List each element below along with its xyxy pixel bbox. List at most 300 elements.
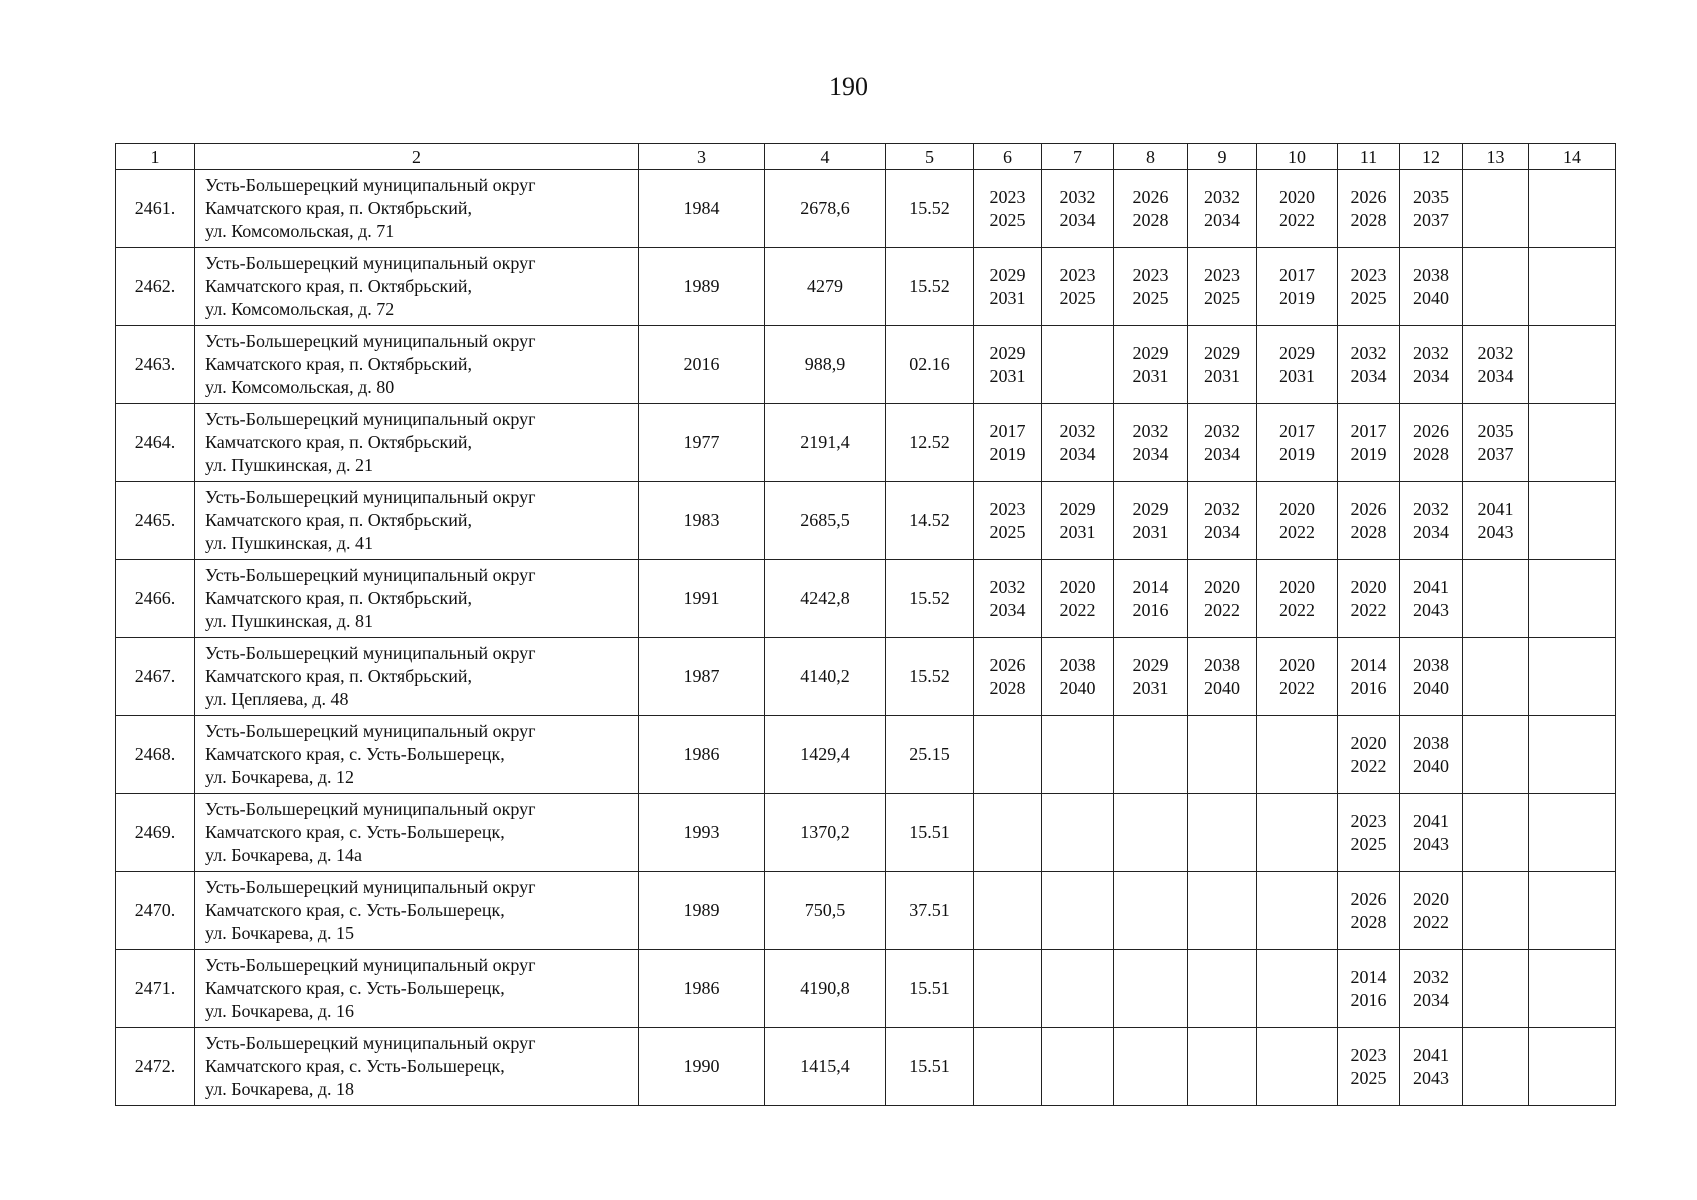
period-year: 2032 bbox=[1413, 342, 1449, 363]
period-cell bbox=[1042, 794, 1114, 872]
row-number-cell: 2465. bbox=[116, 482, 195, 560]
address-line: Камчатского края, п. Октябрьский, bbox=[205, 198, 472, 218]
address-line: Усть-Большерецкий муниципальный округ bbox=[205, 799, 536, 819]
period-cell bbox=[1042, 326, 1114, 404]
period-year: 2020 bbox=[1204, 576, 1240, 597]
period-cell bbox=[1463, 326, 1529, 404]
period-year: 2025 bbox=[1350, 1067, 1387, 1088]
period-year: 2041 bbox=[1413, 810, 1449, 831]
period-year: 2031 bbox=[1132, 365, 1169, 386]
column-header: 2 bbox=[195, 144, 639, 170]
period-year: 2023 bbox=[1132, 264, 1169, 285]
code-cell: 15.52 bbox=[886, 170, 974, 248]
period-year: 2022 bbox=[1279, 677, 1315, 698]
period-year: 2025 bbox=[989, 521, 1026, 542]
address-line: Усть-Большерецкий муниципальный округ bbox=[205, 721, 536, 741]
address-cell bbox=[195, 638, 639, 716]
year-built-cell: 1986 bbox=[639, 950, 765, 1028]
row-number-cell: 2462. bbox=[116, 248, 195, 326]
period-cell bbox=[1463, 716, 1529, 794]
period-cell bbox=[1188, 638, 1257, 716]
period-cell bbox=[1529, 326, 1616, 404]
address-cell bbox=[195, 560, 639, 638]
period-cell bbox=[1114, 404, 1188, 482]
period-year: 2031 bbox=[989, 365, 1026, 386]
period-year: 2040 bbox=[1413, 677, 1449, 698]
period-year: 2032 bbox=[1350, 342, 1387, 363]
address-line: Усть-Большерецкий муниципальный округ bbox=[205, 409, 536, 429]
year-built-cell: 1986 bbox=[639, 716, 765, 794]
period-year: 2034 bbox=[1204, 443, 1240, 464]
period-cell bbox=[1400, 482, 1463, 560]
period-cell bbox=[1257, 404, 1338, 482]
area-cell: 4140,2 bbox=[765, 638, 886, 716]
period-cell bbox=[1400, 716, 1463, 794]
period-cell bbox=[1188, 1028, 1257, 1106]
column-header: 11 bbox=[1338, 144, 1400, 170]
period-cell bbox=[1257, 170, 1338, 248]
table-row bbox=[116, 170, 1616, 248]
code-cell: 02.16 bbox=[886, 326, 974, 404]
period-year: 2020 bbox=[1350, 576, 1387, 597]
period-year: 2031 bbox=[1279, 365, 1315, 386]
period-year: 2032 bbox=[1059, 186, 1096, 207]
period-cell bbox=[1188, 950, 1257, 1028]
period-year: 2032 bbox=[1059, 420, 1096, 441]
code-cell: 37.51 bbox=[886, 872, 974, 950]
address-line: Усть-Большерецкий муниципальный округ bbox=[205, 1033, 536, 1053]
period-year: 2025 bbox=[1132, 287, 1169, 308]
period-cell bbox=[1463, 404, 1529, 482]
period-year: 2041 bbox=[1413, 1044, 1449, 1065]
period-cell bbox=[974, 482, 1042, 560]
period-cell bbox=[1529, 482, 1616, 560]
period-cell bbox=[1042, 716, 1114, 794]
table-row bbox=[116, 1028, 1616, 1106]
address-line: ул. Цепляева, д. 48 bbox=[205, 689, 349, 709]
period-cell bbox=[1042, 170, 1114, 248]
year-built-cell: 1991 bbox=[639, 560, 765, 638]
address-line: Камчатского края, п. Октябрьский, bbox=[205, 666, 472, 686]
period-year: 2029 bbox=[1132, 342, 1169, 363]
period-cell bbox=[1463, 248, 1529, 326]
period-year: 2032 bbox=[1413, 966, 1449, 987]
code-cell: 14.52 bbox=[886, 482, 974, 560]
code-cell: 15.51 bbox=[886, 950, 974, 1028]
period-cell bbox=[1463, 794, 1529, 872]
period-year: 2034 bbox=[1204, 209, 1240, 230]
period-cell bbox=[1400, 794, 1463, 872]
period-cell bbox=[1400, 950, 1463, 1028]
address-line: ул. Комсомольская, д. 80 bbox=[205, 377, 395, 397]
period-cell bbox=[1529, 404, 1616, 482]
address-line: Усть-Большерецкий муниципальный округ bbox=[205, 643, 536, 663]
period-year: 2014 bbox=[1132, 576, 1169, 597]
period-cell bbox=[974, 170, 1042, 248]
address-line: Камчатского края, с. Усть-Большерецк, bbox=[205, 978, 505, 998]
address-line: ул. Пушкинская, д. 41 bbox=[205, 533, 373, 553]
address-cell bbox=[195, 950, 639, 1028]
period-year: 2043 bbox=[1413, 833, 1449, 854]
address-line: Усть-Большерецкий муниципальный округ bbox=[205, 253, 536, 273]
period-year: 2035 bbox=[1413, 186, 1449, 207]
table-row bbox=[116, 482, 1616, 560]
area-cell: 4190,8 bbox=[765, 950, 886, 1028]
period-cell bbox=[1188, 404, 1257, 482]
row-number-cell: 2466. bbox=[116, 560, 195, 638]
area-cell: 1370,2 bbox=[765, 794, 886, 872]
column-header: 12 bbox=[1400, 144, 1463, 170]
year-built-cell: 1990 bbox=[639, 1028, 765, 1106]
address-line: ул. Бочкарева, д. 14а bbox=[205, 845, 362, 865]
row-number-cell: 2468. bbox=[116, 716, 195, 794]
period-cell bbox=[1338, 170, 1400, 248]
period-cell bbox=[1257, 482, 1338, 560]
period-year: 2038 bbox=[1059, 654, 1096, 675]
period-cell bbox=[1114, 950, 1188, 1028]
period-year: 2026 bbox=[1350, 186, 1387, 207]
code-cell: 15.51 bbox=[886, 794, 974, 872]
address-line: Камчатского края, п. Октябрьский, bbox=[205, 276, 472, 296]
period-year: 2040 bbox=[1204, 677, 1240, 698]
address-line: ул. Бочкарева, д. 16 bbox=[205, 1001, 354, 1021]
period-year: 2038 bbox=[1413, 264, 1449, 285]
address-line: ул. Комсомольская, д. 71 bbox=[205, 221, 395, 241]
period-cell bbox=[1529, 560, 1616, 638]
period-year: 2017 bbox=[1279, 420, 1315, 441]
page-number: 190 bbox=[829, 72, 868, 101]
period-year: 2035 bbox=[1477, 420, 1514, 441]
address-line: ул. Комсомольская, д. 72 bbox=[205, 299, 395, 319]
address-cell bbox=[195, 170, 639, 248]
address-cell bbox=[195, 482, 639, 560]
period-cell bbox=[1463, 950, 1529, 1028]
period-year: 2016 bbox=[1350, 677, 1387, 698]
address-cell bbox=[195, 872, 639, 950]
period-year: 2022 bbox=[1350, 755, 1387, 776]
table-row bbox=[116, 872, 1616, 950]
code-cell: 15.52 bbox=[886, 248, 974, 326]
period-cell bbox=[974, 560, 1042, 638]
period-year: 2031 bbox=[1132, 521, 1169, 542]
code-cell: 15.52 bbox=[886, 560, 974, 638]
period-year: 2026 bbox=[989, 654, 1026, 675]
period-year: 2041 bbox=[1413, 576, 1449, 597]
address-line: Камчатского края, с. Усть-Большерецк, bbox=[205, 1056, 505, 1076]
period-year: 2029 bbox=[989, 342, 1026, 363]
period-year: 2034 bbox=[1059, 443, 1096, 464]
address-line: ул. Бочкарева, д. 15 bbox=[205, 923, 354, 943]
row-number-cell: 2464. bbox=[116, 404, 195, 482]
period-year: 2031 bbox=[989, 287, 1026, 308]
address-cell bbox=[195, 404, 639, 482]
column-header: 1 bbox=[116, 144, 195, 170]
period-cell bbox=[974, 872, 1042, 950]
period-year: 2040 bbox=[1059, 677, 1096, 698]
period-cell bbox=[1188, 482, 1257, 560]
area-cell: 1415,4 bbox=[765, 1028, 886, 1106]
period-cell bbox=[1463, 638, 1529, 716]
period-year: 2034 bbox=[1413, 521, 1449, 542]
period-cell bbox=[1529, 170, 1616, 248]
period-cell bbox=[1463, 1028, 1529, 1106]
table-row bbox=[116, 326, 1616, 404]
year-built-cell: 1983 bbox=[639, 482, 765, 560]
period-year: 2034 bbox=[1413, 989, 1449, 1010]
column-header: 14 bbox=[1529, 144, 1616, 170]
period-year: 2025 bbox=[1350, 287, 1387, 308]
table-row bbox=[116, 638, 1616, 716]
period-year: 2017 bbox=[1350, 420, 1387, 441]
period-year: 2034 bbox=[1350, 365, 1387, 386]
period-year: 2023 bbox=[1350, 810, 1387, 831]
row-number-cell: 2461. bbox=[116, 170, 195, 248]
period-cell bbox=[1400, 560, 1463, 638]
row-number-cell: 2470. bbox=[116, 872, 195, 950]
row-number-cell: 2472. bbox=[116, 1028, 195, 1106]
period-year: 2020 bbox=[1279, 576, 1315, 597]
period-cell bbox=[1188, 170, 1257, 248]
area-cell: 2685,5 bbox=[765, 482, 886, 560]
period-cell bbox=[1338, 482, 1400, 560]
period-year: 2017 bbox=[1279, 264, 1315, 285]
period-cell bbox=[1338, 872, 1400, 950]
period-cell bbox=[1114, 170, 1188, 248]
address-line: Камчатского края, п. Октябрьский, bbox=[205, 588, 472, 608]
table-row bbox=[116, 716, 1616, 794]
period-cell bbox=[1114, 1028, 1188, 1106]
area-cell: 4242,8 bbox=[765, 560, 886, 638]
address-line: ул. Бочкарева, д. 12 bbox=[205, 767, 354, 787]
address-line: Камчатского края, с. Усть-Большерецк, bbox=[205, 822, 505, 842]
period-cell bbox=[1042, 950, 1114, 1028]
period-cell bbox=[974, 950, 1042, 1028]
period-year: 2029 bbox=[989, 264, 1026, 285]
period-cell bbox=[1529, 638, 1616, 716]
period-cell bbox=[1257, 716, 1338, 794]
row-number-cell: 2463. bbox=[116, 326, 195, 404]
period-year: 2043 bbox=[1413, 1067, 1449, 1088]
period-cell bbox=[974, 326, 1042, 404]
period-year: 2032 bbox=[1413, 498, 1449, 519]
period-year: 2019 bbox=[1350, 443, 1387, 464]
table-row bbox=[116, 404, 1616, 482]
column-header: 13 bbox=[1463, 144, 1529, 170]
period-year: 2014 bbox=[1350, 654, 1387, 675]
column-header: 4 bbox=[765, 144, 886, 170]
period-year: 2022 bbox=[1279, 599, 1315, 620]
period-cell bbox=[1463, 170, 1529, 248]
address-cell bbox=[195, 716, 639, 794]
period-cell bbox=[1042, 560, 1114, 638]
table-row bbox=[116, 794, 1616, 872]
period-year: 2034 bbox=[1204, 521, 1240, 542]
period-cell bbox=[1400, 1028, 1463, 1106]
address-line: Усть-Большерецкий муниципальный округ bbox=[205, 877, 536, 897]
period-year: 2032 bbox=[1132, 420, 1169, 441]
period-cell bbox=[974, 248, 1042, 326]
period-year: 2043 bbox=[1413, 599, 1449, 620]
period-year: 2020 bbox=[1279, 654, 1315, 675]
period-year: 2032 bbox=[1204, 420, 1240, 441]
period-cell bbox=[1257, 248, 1338, 326]
period-cell bbox=[1338, 326, 1400, 404]
period-cell bbox=[1114, 560, 1188, 638]
period-cell bbox=[1338, 794, 1400, 872]
period-cell bbox=[1114, 638, 1188, 716]
period-cell bbox=[1042, 1028, 1114, 1106]
row-number-cell: 2469. bbox=[116, 794, 195, 872]
period-year: 2028 bbox=[1132, 209, 1169, 230]
period-year: 2034 bbox=[1477, 365, 1514, 386]
period-year: 2029 bbox=[1132, 498, 1169, 519]
period-cell bbox=[1042, 482, 1114, 560]
period-year: 2040 bbox=[1413, 287, 1449, 308]
period-cell bbox=[1400, 872, 1463, 950]
code-cell: 12.52 bbox=[886, 404, 974, 482]
period-year: 2016 bbox=[1350, 989, 1387, 1010]
address-line: Камчатского края, с. Усть-Большерецк, bbox=[205, 900, 505, 920]
address-line: Усть-Большерецкий муниципальный округ bbox=[205, 331, 536, 351]
period-cell bbox=[1042, 404, 1114, 482]
period-year: 2032 bbox=[989, 576, 1026, 597]
period-year: 2028 bbox=[1350, 911, 1387, 932]
period-cell bbox=[1188, 872, 1257, 950]
period-cell bbox=[1257, 560, 1338, 638]
period-cell bbox=[1188, 794, 1257, 872]
address-line: ул. Пушкинская, д. 81 bbox=[205, 611, 373, 631]
table-row bbox=[116, 248, 1616, 326]
period-cell bbox=[1463, 872, 1529, 950]
period-cell bbox=[1529, 1028, 1616, 1106]
period-cell bbox=[1114, 248, 1188, 326]
address-line: Камчатского края, п. Октябрьский, bbox=[205, 432, 472, 452]
period-cell bbox=[1338, 950, 1400, 1028]
period-year: 2028 bbox=[1413, 443, 1449, 464]
year-built-cell: 1989 bbox=[639, 872, 765, 950]
period-year: 2026 bbox=[1132, 186, 1169, 207]
period-year: 2023 bbox=[1204, 264, 1240, 285]
period-year: 2029 bbox=[1059, 498, 1096, 519]
period-year: 2034 bbox=[1132, 443, 1169, 464]
period-cell bbox=[1400, 326, 1463, 404]
period-cell bbox=[1257, 872, 1338, 950]
area-cell: 988,9 bbox=[765, 326, 886, 404]
period-cell bbox=[1257, 1028, 1338, 1106]
period-cell bbox=[1257, 950, 1338, 1028]
period-year: 2028 bbox=[1350, 209, 1387, 230]
period-year: 2029 bbox=[1279, 342, 1315, 363]
period-cell bbox=[1400, 248, 1463, 326]
period-cell bbox=[1529, 794, 1616, 872]
period-year: 2031 bbox=[1204, 365, 1240, 386]
period-cell bbox=[1114, 872, 1188, 950]
period-cell bbox=[1257, 638, 1338, 716]
address-cell bbox=[195, 794, 639, 872]
address-line: ул. Пушкинская, д. 21 bbox=[205, 455, 373, 475]
period-cell bbox=[1463, 560, 1529, 638]
address-line: Усть-Большерецкий муниципальный округ bbox=[205, 175, 536, 195]
column-header: 9 bbox=[1188, 144, 1257, 170]
period-year: 2028 bbox=[989, 677, 1026, 698]
period-cell bbox=[1188, 248, 1257, 326]
period-year: 2040 bbox=[1413, 755, 1449, 776]
period-cell bbox=[1338, 560, 1400, 638]
period-year: 2038 bbox=[1413, 732, 1449, 753]
period-year: 2025 bbox=[1204, 287, 1240, 308]
period-year: 2020 bbox=[1350, 732, 1387, 753]
period-cell bbox=[1188, 716, 1257, 794]
address-cell bbox=[195, 326, 639, 404]
period-cell bbox=[1042, 248, 1114, 326]
period-cell bbox=[1338, 248, 1400, 326]
period-cell bbox=[1529, 716, 1616, 794]
period-year: 2028 bbox=[1350, 521, 1387, 542]
address-line: Камчатского края, п. Октябрьский, bbox=[205, 354, 472, 374]
period-cell bbox=[974, 404, 1042, 482]
period-cell bbox=[1114, 794, 1188, 872]
column-header: 8 bbox=[1114, 144, 1188, 170]
period-year: 2020 bbox=[1059, 576, 1096, 597]
year-built-cell: 1989 bbox=[639, 248, 765, 326]
column-header: 10 bbox=[1257, 144, 1338, 170]
period-year: 2022 bbox=[1059, 599, 1096, 620]
table-row bbox=[116, 950, 1616, 1028]
period-year: 2038 bbox=[1413, 654, 1449, 675]
address-line: Усть-Большерецкий муниципальный округ bbox=[205, 565, 536, 585]
period-year: 2031 bbox=[1059, 521, 1096, 542]
period-cell bbox=[1114, 326, 1188, 404]
period-cell bbox=[1529, 248, 1616, 326]
column-header: 3 bbox=[639, 144, 765, 170]
period-year: 2019 bbox=[1279, 287, 1315, 308]
period-year: 2014 bbox=[1350, 966, 1387, 987]
period-cell bbox=[1400, 170, 1463, 248]
column-header: 5 bbox=[886, 144, 974, 170]
period-cell bbox=[974, 638, 1042, 716]
period-year: 2037 bbox=[1477, 443, 1514, 464]
period-year: 2022 bbox=[1279, 209, 1315, 230]
code-cell: 25.15 bbox=[886, 716, 974, 794]
period-year: 2034 bbox=[1059, 209, 1096, 230]
period-cell bbox=[974, 1028, 1042, 1106]
period-year: 2032 bbox=[1204, 186, 1240, 207]
period-year: 2020 bbox=[1279, 186, 1315, 207]
year-built-cell: 1977 bbox=[639, 404, 765, 482]
period-cell bbox=[1257, 326, 1338, 404]
period-cell bbox=[1529, 950, 1616, 1028]
row-number-cell: 2467. bbox=[116, 638, 195, 716]
period-year: 2037 bbox=[1413, 209, 1449, 230]
period-year: 2019 bbox=[1279, 443, 1315, 464]
header-row bbox=[116, 144, 1616, 170]
period-year: 2026 bbox=[1413, 420, 1449, 441]
period-cell bbox=[1042, 872, 1114, 950]
year-built-cell: 1987 bbox=[639, 638, 765, 716]
address-line: Усть-Большерецкий муниципальный округ bbox=[205, 487, 536, 507]
period-cell bbox=[1400, 404, 1463, 482]
period-year: 2038 bbox=[1204, 654, 1240, 675]
column-header: 6 bbox=[974, 144, 1042, 170]
period-year: 2023 bbox=[1350, 1044, 1387, 1065]
table-body bbox=[116, 170, 1616, 1106]
period-year: 2032 bbox=[1204, 498, 1240, 519]
code-cell: 15.51 bbox=[886, 1028, 974, 1106]
period-year: 2026 bbox=[1350, 888, 1387, 909]
period-year: 2022 bbox=[1413, 911, 1449, 932]
period-year: 2023 bbox=[1059, 264, 1096, 285]
period-cell bbox=[1338, 716, 1400, 794]
